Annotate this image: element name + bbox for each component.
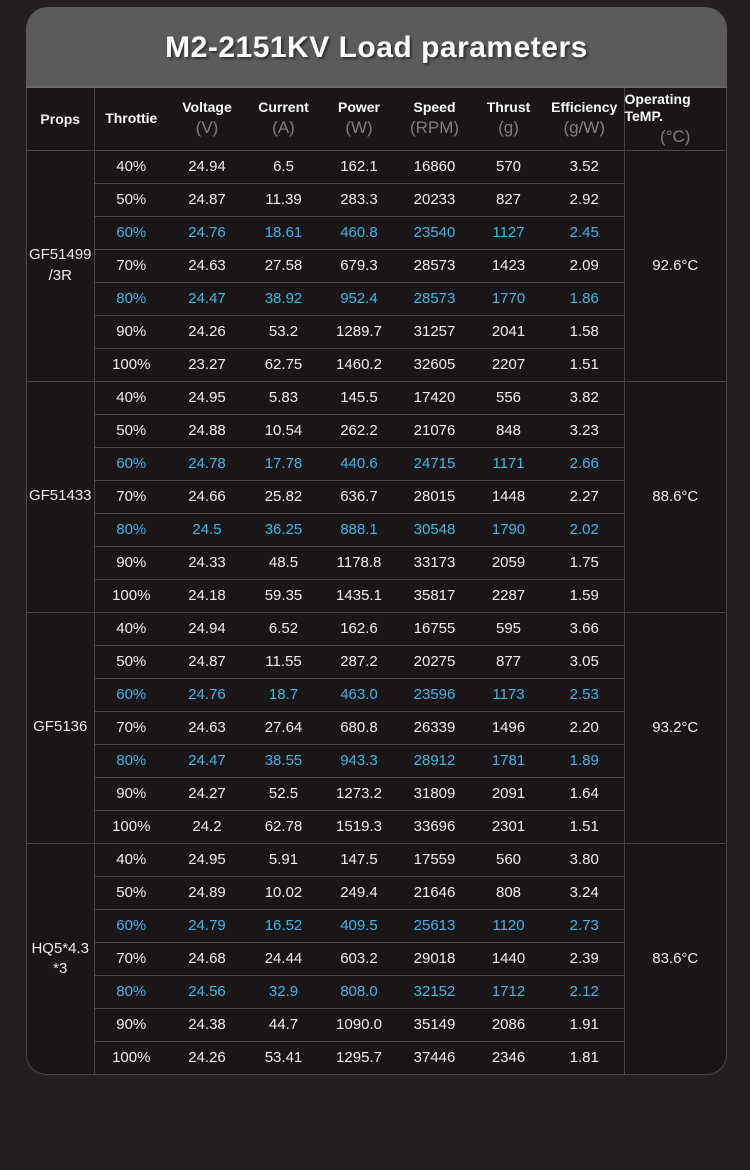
current-cell: 24.44 — [246, 942, 321, 975]
table-row — [27, 579, 726, 612]
power-cell: 1519.3 — [321, 810, 397, 843]
thrust-cell: 2086 — [472, 1008, 545, 1041]
load-parameters-card — [26, 7, 727, 1075]
table-row — [27, 876, 726, 909]
prop-name-line: *3 — [53, 959, 68, 977]
power-cell: 679.3 — [321, 249, 397, 282]
efficiency-cell: 3.52 — [545, 150, 624, 183]
voltage-cell: 24.18 — [168, 579, 246, 612]
table-row — [27, 1008, 726, 1041]
table-row — [27, 1041, 726, 1074]
table-row — [27, 150, 726, 183]
current-cell: 10.02 — [246, 876, 321, 909]
col-header-speed-unit: (RPM) — [409, 118, 460, 138]
efficiency-cell: 1.64 — [545, 777, 624, 810]
col-header-speed — [397, 88, 472, 150]
thrust-cell: 570 — [472, 150, 545, 183]
efficiency-cell: 1.51 — [545, 348, 624, 381]
efficiency-cell: 3.05 — [545, 645, 624, 678]
speed-cell: 31809 — [397, 777, 472, 810]
prop-name-line: GF51433 — [28, 487, 92, 505]
prop-name-cell — [27, 150, 94, 381]
speed-cell: 29018 — [397, 942, 472, 975]
table-row — [27, 777, 726, 810]
thrust-cell: 2346 — [491, 1049, 526, 1067]
power-cell: 283.3 — [321, 183, 397, 216]
table-row — [27, 612, 726, 645]
current-cell: 11.39 — [246, 183, 321, 216]
power-cell: 145.5 — [321, 381, 397, 414]
power-cell: 1090.0 — [321, 1008, 397, 1041]
speed-cell: 23596 — [397, 678, 472, 711]
voltage-cell: 24.26 — [188, 1049, 226, 1067]
col-header-voltage-unit: (V) — [195, 118, 219, 138]
table-row — [27, 711, 726, 744]
voltage-cell: 24.95 — [168, 843, 246, 876]
speed-cell: 32605 — [397, 348, 472, 381]
efficiency-cell: 1.89 — [545, 744, 624, 777]
thrust-cell: 1781 — [472, 744, 545, 777]
voltage-cell: 24.87 — [168, 645, 246, 678]
voltage-cell: 24.76 — [168, 678, 246, 711]
col-header-power — [321, 88, 397, 150]
table-row — [27, 645, 726, 678]
thrust-cell: 2287 — [472, 579, 545, 612]
speed-cell: 32152 — [397, 975, 472, 1008]
efficiency-cell: 2.73 — [545, 909, 624, 942]
speed-cell: 28015 — [397, 480, 472, 513]
voltage-cell: 24.87 — [168, 183, 246, 216]
col-header-thrust — [472, 88, 545, 150]
table-row — [27, 678, 726, 711]
throttle-cell: 40% — [94, 381, 168, 414]
throttle-cell: 40% — [94, 843, 168, 876]
efficiency-cell: 2.39 — [545, 942, 624, 975]
operating-temp-cell: 93.2°C — [624, 612, 726, 843]
current-cell: 6.52 — [246, 612, 321, 645]
thrust-cell: 2041 — [472, 315, 545, 348]
power-cell: 287.2 — [321, 645, 397, 678]
current-cell: 52.5 — [246, 777, 321, 810]
throttle-cell: 40% — [94, 612, 168, 645]
col-header-voltage — [168, 88, 246, 150]
voltage-cell: 24.47 — [168, 744, 246, 777]
speed-cell: 17559 — [397, 843, 472, 876]
current-cell: 38.92 — [246, 282, 321, 315]
table-row — [27, 744, 726, 777]
efficiency-cell: 3.66 — [545, 612, 624, 645]
power-cell: 808.0 — [321, 975, 397, 1008]
current-cell: 62.75 — [246, 348, 321, 381]
power-cell: 888.1 — [321, 513, 397, 546]
current-cell: 5.83 — [246, 381, 321, 414]
current-cell: 53.41 — [264, 1049, 303, 1067]
current-cell: 27.64 — [246, 711, 321, 744]
throttle-cell: 50% — [94, 183, 168, 216]
current-cell: 6.5 — [246, 150, 321, 183]
throttle-cell: 90% — [94, 546, 168, 579]
current-cell: 5.91 — [246, 843, 321, 876]
table-row — [27, 942, 726, 975]
voltage-cell: 24.89 — [168, 876, 246, 909]
col-header-throttle — [94, 88, 168, 150]
power-cell: 262.2 — [321, 414, 397, 447]
voltage-cell: 24.78 — [168, 447, 246, 480]
efficiency-cell: 1.58 — [545, 315, 624, 348]
speed-cell: 33173 — [397, 546, 472, 579]
table-row — [27, 183, 726, 216]
power-cell: 460.8 — [321, 216, 397, 249]
voltage-cell: 24.79 — [168, 909, 246, 942]
voltage-cell: 24.26 — [168, 315, 246, 348]
col-header-power-unit: (W) — [345, 118, 373, 138]
speed-cell: 37446 — [413, 1049, 456, 1067]
throttle-cell: 50% — [94, 414, 168, 447]
thrust-cell: 848 — [472, 414, 545, 447]
voltage-cell: 24.94 — [168, 612, 246, 645]
power-cell: 603.2 — [321, 942, 397, 975]
prop-name-line: GF5136 — [33, 718, 88, 736]
operating-temp-cell: 92.6°C — [624, 150, 726, 381]
prop-name-line: HQ5*4.3 — [31, 939, 90, 957]
thrust-cell: 1171 — [472, 447, 545, 480]
power-cell: 409.5 — [321, 909, 397, 942]
speed-cell: 23540 — [397, 216, 472, 249]
table-row — [27, 843, 726, 876]
current-cell: 17.78 — [246, 447, 321, 480]
thrust-cell: 1712 — [472, 975, 545, 1008]
col-header-operating-temp — [624, 88, 726, 150]
speed-cell: 17420 — [397, 381, 472, 414]
efficiency-cell: 1.86 — [545, 282, 624, 315]
col-header-efficiency — [545, 88, 624, 150]
efficiency-cell: 2.92 — [545, 183, 624, 216]
current-cell: 16.52 — [246, 909, 321, 942]
power-cell: 943.3 — [321, 744, 397, 777]
thrust-cell: 1770 — [472, 282, 545, 315]
speed-cell: 28912 — [397, 744, 472, 777]
speed-cell: 35817 — [397, 579, 472, 612]
current-cell: 32.9 — [246, 975, 321, 1008]
throttle-cell: 90% — [94, 777, 168, 810]
col-header-speed-label: Speed — [413, 99, 456, 116]
power-cell: 162.1 — [321, 150, 397, 183]
col-header-efficiency-unit: (g/W) — [563, 118, 606, 138]
throttle-cell: 60% — [94, 909, 168, 942]
table-row — [27, 282, 726, 315]
thrust-cell: 2059 — [472, 546, 545, 579]
col-header-current — [246, 88, 321, 150]
throttle-cell: 90% — [94, 315, 168, 348]
col-header-thrust-unit: (g) — [498, 118, 519, 138]
throttle-cell: 50% — [94, 645, 168, 678]
thrust-cell: 1423 — [472, 249, 545, 282]
current-cell: 53.2 — [246, 315, 321, 348]
table-row — [27, 909, 726, 942]
current-cell: 27.58 — [246, 249, 321, 282]
thrust-cell: 1440 — [472, 942, 545, 975]
power-cell: 1178.8 — [321, 546, 397, 579]
voltage-cell: 24.66 — [168, 480, 246, 513]
efficiency-cell: 3.23 — [545, 414, 624, 447]
thrust-cell: 595 — [472, 612, 545, 645]
table-row — [27, 513, 726, 546]
prop-name-cell — [27, 612, 94, 843]
power-cell: 147.5 — [321, 843, 397, 876]
throttle-cell: 50% — [94, 876, 168, 909]
throttle-cell: 70% — [94, 942, 168, 975]
col-header-voltage-label: Voltage — [182, 99, 232, 116]
thrust-cell: 877 — [472, 645, 545, 678]
table-row — [27, 381, 726, 414]
current-cell: 11.55 — [246, 645, 321, 678]
current-cell: 62.78 — [246, 810, 321, 843]
voltage-cell: 24.76 — [168, 216, 246, 249]
speed-cell: 21076 — [397, 414, 472, 447]
power-cell: 249.4 — [321, 876, 397, 909]
current-cell: 10.54 — [246, 414, 321, 447]
efficiency-cell: 1.91 — [545, 1008, 624, 1041]
speed-cell: 20275 — [397, 645, 472, 678]
table-row — [27, 348, 726, 381]
speed-cell: 26339 — [397, 711, 472, 744]
efficiency-cell: 1.59 — [545, 579, 624, 612]
table-body — [27, 150, 726, 1074]
power-cell: 680.8 — [321, 711, 397, 744]
table-row — [27, 546, 726, 579]
table-row — [27, 216, 726, 249]
thrust-cell: 808 — [472, 876, 545, 909]
table-row — [27, 414, 726, 447]
prop-name-cell — [27, 381, 94, 612]
col-header-operating-temp-unit: (°C) — [660, 126, 691, 146]
speed-cell: 33696 — [397, 810, 472, 843]
efficiency-cell: 2.27 — [545, 480, 624, 513]
table-row — [27, 315, 726, 348]
speed-cell: 31257 — [397, 315, 472, 348]
throttle-cell: 100% — [94, 579, 168, 612]
power-cell: 1435.1 — [321, 579, 397, 612]
header-row — [27, 88, 726, 150]
current-cell: 59.35 — [246, 579, 321, 612]
power-cell: 440.6 — [321, 447, 397, 480]
thrust-cell: 560 — [472, 843, 545, 876]
thrust-cell: 2301 — [472, 810, 545, 843]
operating-temp-cell: 83.6°C — [624, 843, 726, 1074]
power-cell: 952.4 — [321, 282, 397, 315]
table-row — [27, 810, 726, 843]
throttle-cell: 90% — [94, 1008, 168, 1041]
thrust-cell: 556 — [472, 381, 545, 414]
efficiency-cell: 2.02 — [545, 513, 624, 546]
title-banner — [26, 7, 727, 88]
speed-cell: 25613 — [397, 909, 472, 942]
speed-cell: 16755 — [397, 612, 472, 645]
voltage-cell: 24.68 — [168, 942, 246, 975]
voltage-cell: 24.63 — [168, 249, 246, 282]
speed-cell: 35149 — [397, 1008, 472, 1041]
voltage-cell: 24.33 — [168, 546, 246, 579]
voltage-cell: 24.56 — [168, 975, 246, 1008]
table-row — [27, 249, 726, 282]
throttle-cell: 80% — [94, 744, 168, 777]
voltage-cell: 24.95 — [168, 381, 246, 414]
throttle-cell: 60% — [94, 216, 168, 249]
speed-cell: 24715 — [397, 447, 472, 480]
voltage-cell: 24.5 — [168, 513, 246, 546]
operating-temp-cell: 88.6°C — [624, 381, 726, 612]
thrust-cell: 1448 — [472, 480, 545, 513]
current-cell: 36.25 — [246, 513, 321, 546]
efficiency-cell: 3.24 — [545, 876, 624, 909]
thrust-cell: 1790 — [472, 513, 545, 546]
speed-cell: 20233 — [397, 183, 472, 216]
thrust-cell: 2207 — [472, 348, 545, 381]
voltage-cell: 24.94 — [168, 150, 246, 183]
efficiency-cell: 2.66 — [545, 447, 624, 480]
current-cell: 25.82 — [246, 480, 321, 513]
thrust-cell: 1173 — [472, 678, 545, 711]
throttle-cell: 100% — [112, 1049, 151, 1067]
prop-name-line: GF51499 — [28, 246, 92, 264]
power-cell: 1289.7 — [321, 315, 397, 348]
efficiency-cell: 2.45 — [545, 216, 624, 249]
col-header-current-unit: (A) — [272, 118, 295, 138]
current-cell: 38.55 — [246, 744, 321, 777]
current-cell: 48.5 — [246, 546, 321, 579]
throttle-cell: 80% — [94, 975, 168, 1008]
power-cell: 636.7 — [321, 480, 397, 513]
efficiency-cell: 3.82 — [545, 381, 624, 414]
load-parameters-table-wrap — [26, 88, 727, 1075]
col-header-power-label: Power — [337, 99, 380, 116]
thrust-cell: 1127 — [472, 216, 545, 249]
speed-cell: 28573 — [397, 282, 472, 315]
power-cell: 1460.2 — [321, 348, 397, 381]
table-row — [27, 447, 726, 480]
col-header-current-label: Current — [258, 99, 309, 116]
power-cell: 162.6 — [321, 612, 397, 645]
efficiency-cell: 1.75 — [545, 546, 624, 579]
throttle-cell: 80% — [94, 282, 168, 315]
throttle-cell: 60% — [94, 447, 168, 480]
efficiency-cell: 1.51 — [545, 810, 624, 843]
col-header-props-label: Props — [40, 110, 81, 127]
efficiency-cell: 2.53 — [545, 678, 624, 711]
voltage-cell: 24.88 — [168, 414, 246, 447]
throttle-cell: 100% — [94, 348, 168, 381]
efficiency-cell: 1.81 — [569, 1049, 599, 1067]
col-header-operating-temp-label: Operating TeMP. — [624, 90, 691, 124]
voltage-cell: 24.63 — [168, 711, 246, 744]
power-cell: 1295.7 — [336, 1049, 382, 1067]
col-header-efficiency-label: Efficiency — [551, 99, 618, 116]
voltage-cell: 24.47 — [168, 282, 246, 315]
power-cell: 1273.2 — [321, 777, 397, 810]
throttle-cell: 60% — [94, 678, 168, 711]
table-row — [27, 975, 726, 1008]
throttle-cell: 80% — [94, 513, 168, 546]
efficiency-cell: 3.80 — [545, 843, 624, 876]
power-cell: 463.0 — [321, 678, 397, 711]
throttle-cell: 70% — [94, 249, 168, 282]
speed-cell: 28573 — [397, 249, 472, 282]
thrust-cell: 2091 — [472, 777, 545, 810]
page-title: M2-2151KV Load parameters — [165, 30, 588, 64]
voltage-cell: 24.27 — [168, 777, 246, 810]
efficiency-cell: 2.12 — [545, 975, 624, 1008]
prop-name-cell — [27, 843, 94, 1074]
efficiency-cell: 2.09 — [545, 249, 624, 282]
throttle-cell: 100% — [94, 810, 168, 843]
voltage-cell: 24.38 — [168, 1008, 246, 1041]
current-cell: 44.7 — [246, 1008, 321, 1041]
col-header-props — [27, 88, 94, 150]
throttle-cell: 40% — [94, 150, 168, 183]
voltage-cell: 23.27 — [168, 348, 246, 381]
speed-cell: 21646 — [397, 876, 472, 909]
speed-cell: 16860 — [397, 150, 472, 183]
col-header-throttle-label: Throttie — [105, 110, 158, 127]
load-parameters-table — [27, 88, 726, 1074]
thrust-cell: 1120 — [472, 909, 545, 942]
thrust-cell: 1496 — [472, 711, 545, 744]
current-cell: 18.7 — [246, 678, 321, 711]
voltage-cell: 24.2 — [168, 810, 246, 843]
current-cell: 18.61 — [246, 216, 321, 249]
thrust-cell: 827 — [472, 183, 545, 216]
throttle-cell: 70% — [94, 711, 168, 744]
table-row — [27, 480, 726, 513]
speed-cell: 30548 — [397, 513, 472, 546]
prop-name-line: /3R — [48, 266, 72, 284]
col-header-thrust-label: Thrust — [486, 99, 531, 116]
throttle-cell: 70% — [94, 480, 168, 513]
efficiency-cell: 2.20 — [545, 711, 624, 744]
